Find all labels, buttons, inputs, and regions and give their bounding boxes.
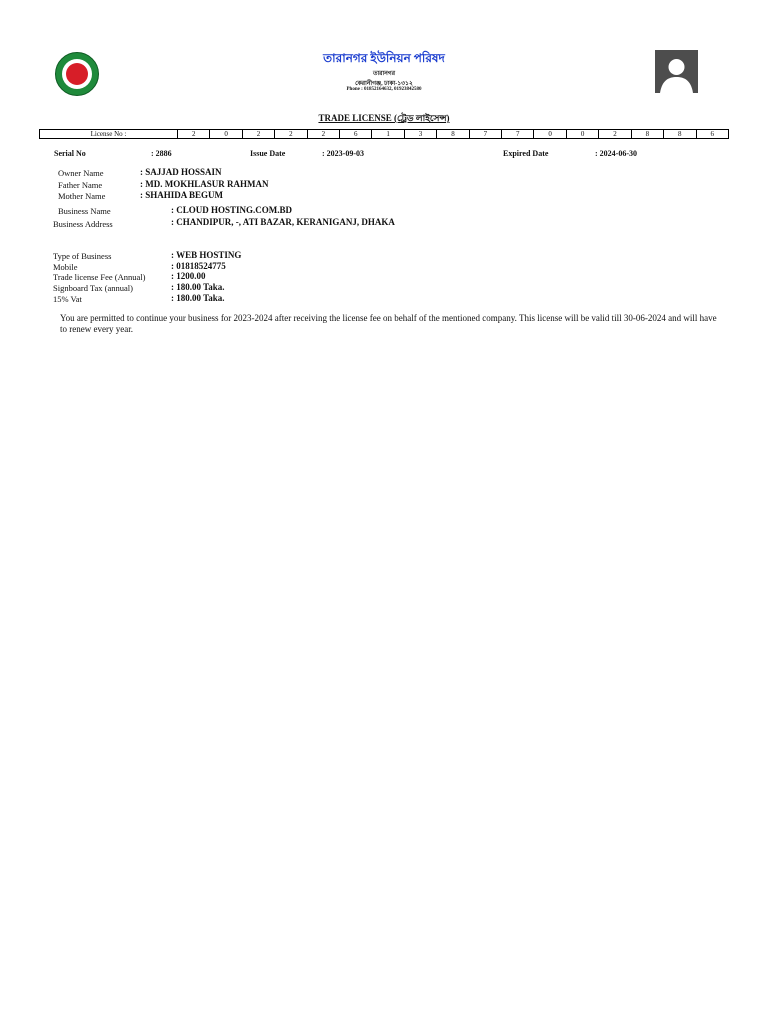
serial-label: Serial No	[54, 149, 86, 158]
signboard-tax-label: Signboard Tax (annual)	[53, 283, 133, 293]
vat-label: 15% Vat	[53, 294, 82, 304]
mobile-value: : 01818524775	[171, 261, 226, 271]
license-digit: 2	[178, 130, 210, 138]
license-digit: 6	[710, 130, 714, 138]
signboard-tax-value: : 180.00 Taka.	[171, 282, 225, 292]
union-name: তারানগর	[372, 71, 396, 77]
union-council-title: তারানগর ইউনিয়ন পরিষদ	[323, 51, 445, 65]
license-number-label: License No :	[40, 130, 178, 138]
issue-date-value: : 2023-09-03	[322, 149, 364, 158]
owner-name-label: Owner Name	[58, 168, 104, 178]
license-digit: 8	[664, 130, 696, 138]
mother-name-value: : SHAHIDA BEGUM	[140, 190, 224, 200]
license-number-table	[39, 129, 729, 139]
expired-date-label: Expired Date	[503, 149, 549, 158]
license-digit: 1	[372, 130, 404, 138]
business-name-value: : CLOUD HOSTING.COM.BD	[171, 205, 293, 215]
license-digit: 7	[502, 130, 534, 138]
mobile-label: Mobile	[53, 262, 78, 272]
business-address-label: Business Address	[53, 219, 113, 229]
license-notice: You are permitted to continue your business for 2023-2024 after receiving the license fee on behalf of the mentioned company. This license will be valid till 30-06-2024 and will have to renew every year.	[60, 313, 717, 334]
father-name-label: Father Name	[58, 180, 103, 190]
union-address: কেরানীগঞ্জ, ঢাকা-১৩১২	[355, 81, 413, 87]
license-digit: 3	[405, 130, 437, 138]
license-fee-label: Trade license Fee (Annual)	[53, 272, 146, 282]
license-digit: 2	[308, 130, 340, 138]
license-digit: 0	[567, 130, 599, 138]
license-digit: 8	[632, 130, 664, 138]
vat-value: : 180.00 Taka.	[171, 293, 225, 303]
document-heading: TRADE LICENSE (ট্রেড লাইসেন্স)	[318, 113, 450, 123]
license-digit: 2	[599, 130, 631, 138]
business-address-value: : CHANDIPUR, -, ATI BAZAR, KERANIGANJ, DHAKA	[171, 217, 395, 227]
license-fee-value: : 1200.00	[171, 271, 206, 281]
owner-name-value: : SAJJAD HOSSAIN	[140, 167, 222, 177]
business-type-label: Type of Business	[53, 251, 112, 261]
issue-date-label: Issue Date	[250, 149, 286, 158]
license-digits	[178, 130, 728, 138]
license-digit: 2	[275, 130, 307, 138]
mother-name-label: Mother Name	[58, 191, 106, 201]
license-digit: 8	[437, 130, 469, 138]
license-digit: 0	[534, 130, 566, 138]
father-name-value: : MD. MOKHLASUR RAHMAN	[140, 179, 269, 189]
business-type-value: : WEB HOSTING	[171, 250, 242, 260]
business-name-label: Business Name	[58, 206, 111, 216]
user-silhouette-icon	[655, 50, 698, 93]
license-digit: 2	[243, 130, 275, 138]
license-digit: 0	[210, 130, 242, 138]
expired-date-value: : 2024-06-30	[595, 149, 637, 158]
license-digit: 7	[470, 130, 502, 138]
serial-value: : 2886	[151, 149, 172, 158]
phone-numbers: Phone : 01852164632, 01923842580	[346, 87, 422, 92]
license-digit: 6	[340, 130, 372, 138]
